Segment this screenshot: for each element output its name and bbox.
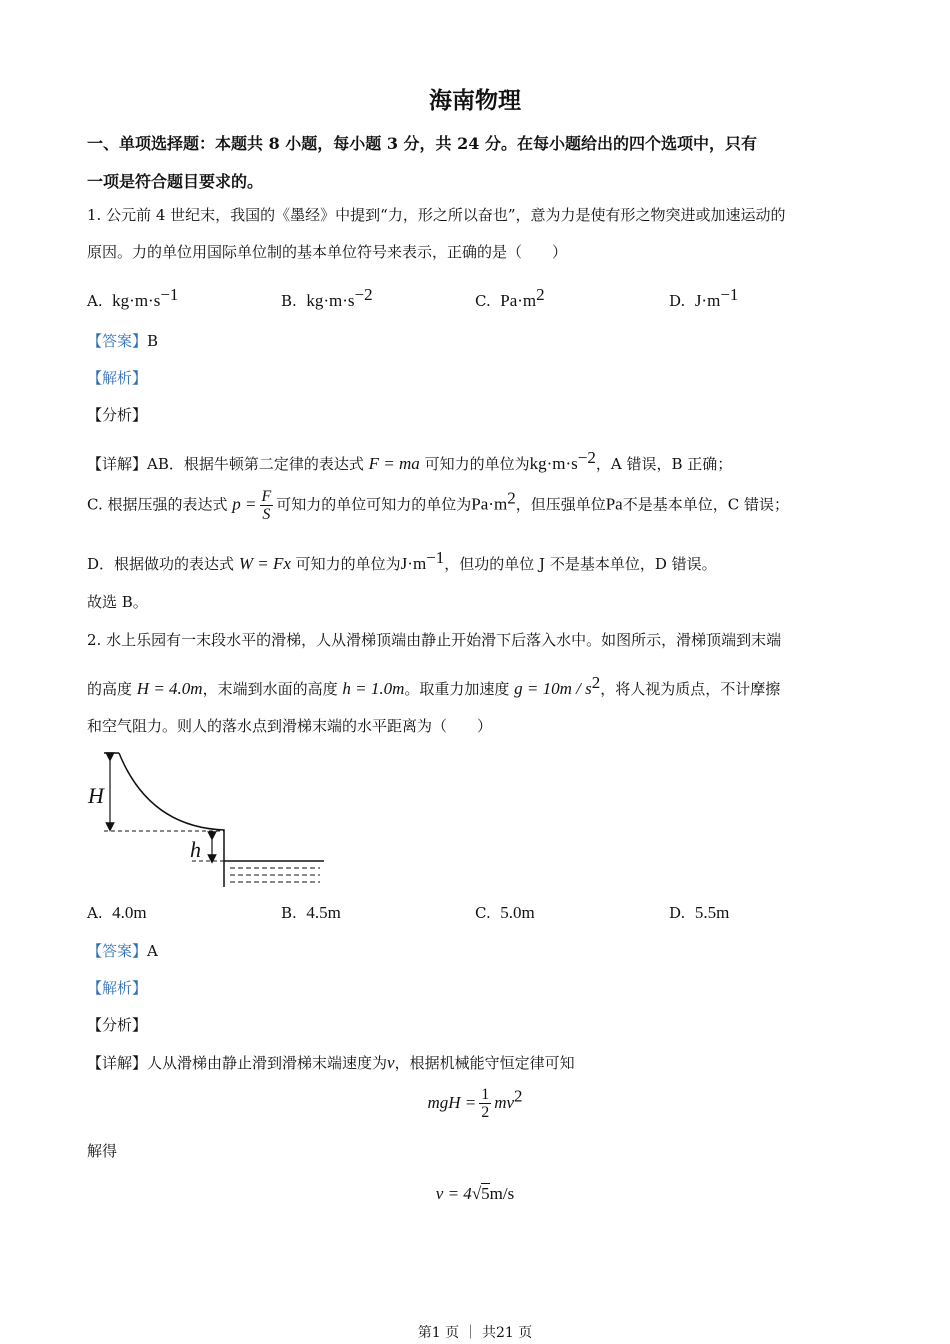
- answer-tag: 【答案】: [87, 332, 148, 350]
- q1-stem-line2: 原因。力的单位用国际单位制的基本单位符号来表示，正确的是（ ）: [87, 243, 568, 261]
- q2-fenxi-tag: 【分析】: [87, 1016, 148, 1034]
- q1-jiexi-tag: 【解析】: [87, 369, 148, 387]
- section-heading-line1: 一、单项选择题：本题共 8 小题，每小题 3 分，共 24 分。在每小题给出的四个选项中，只有: [87, 134, 757, 153]
- q1-stem-line1: 1. 公元前 4 世纪末，我国的《墨经》中提到“力，形之所以奋也”，意为力是使有形之物突进或加速运动的: [87, 206, 786, 224]
- q2-stem-line2: 的高度 H = 4.0m，末端到水面的高度 h = 1.0m。取重力加速度 $g = 10m / s^2$，将人视为质点，不计摩擦: [87, 673, 781, 698]
- q1-detail-d: D．根据做功的表达式 W = Fx 可知力的单位为$J\cdot m^{-1}$，但功的单位 J 不是基本单位，D 错误。: [87, 548, 717, 573]
- page-title: 海南物理: [429, 87, 521, 114]
- q2-stem-line3: 和空气阻力。则人的落水点到滑梯末端的水平距离为（ ）: [87, 717, 493, 735]
- page-footer: 第1 页 ｜ 共21 页: [417, 1325, 533, 1341]
- q2-answer: 【答案】A: [87, 942, 158, 960]
- fraction-f-over-s: $\frac{F}{S}$: [261, 488, 272, 523]
- q2-option-a: A. 4.0m: [87, 903, 147, 922]
- jiede-label: 解得: [87, 1142, 118, 1160]
- q2-option-c: C. 5.0m: [475, 903, 535, 922]
- q2-option-b: B. 4.5m: [281, 903, 341, 922]
- section-heading-line2: 一项是符合题目要求的。: [87, 172, 264, 191]
- q1-option-c: C. $Pa\cdot m^2$: [475, 285, 545, 310]
- q2-option-d: D. 5.5m: [669, 903, 730, 922]
- q2-jiexi-tag: 【解析】: [87, 979, 148, 997]
- q1-detail-ab: 【详解】AB．根据牛顿第二定律的表达式 F = ma 可知力的单位为$kg\cdot m\cdot s^{-2}$，A 错误，B 正确；: [87, 448, 733, 473]
- label-H: H: [88, 783, 104, 808]
- q1-option-b: B. $kg\cdot m\cdot s^{-2}$: [281, 285, 373, 310]
- q1-conclusion: 故选 B。: [87, 593, 148, 611]
- equation-velocity: v = 4√5m/s: [435, 1184, 515, 1203]
- q1-option-a: A. $kg\cdot m\cdot s^{-1}$: [87, 285, 179, 310]
- q1-fenxi-tag: 【分析】: [87, 406, 148, 424]
- q1-detail-c: C. 根据压强的表达式 p = $\frac{F}{S}$ 可知力的单位可知力的单位为$Pa\cdot m^2$，但压强单位Pa不是基本单位，C 错误；: [87, 488, 789, 523]
- q2-detail: 【详解】人从滑梯由静止滑到滑梯末端速度为v，根据机械能守恒定律可知: [87, 1053, 575, 1072]
- q1-option-d: D. $J\cdot m^{-1}$: [669, 285, 739, 310]
- q1-answer: 【答案】B: [87, 332, 159, 350]
- slide-curve: [119, 753, 224, 887]
- fraction-half: $\frac{1}{2}$: [481, 1086, 490, 1121]
- equation-energy: mgH = $\frac{1}{2}$ $mv^2$: [427, 1086, 523, 1121]
- answer-tag: 【答案】: [87, 942, 148, 960]
- label-h: h: [190, 837, 201, 862]
- slide-diagram: [84, 747, 329, 892]
- q2-stem-line1: 2. 水上乐园有一末段水平的滑梯，人从滑梯顶端由静止开始滑下后落入水中。如图所示，滑梯顶端到末端: [87, 631, 782, 649]
- sqrt-sign: √: [471, 1184, 482, 1203]
